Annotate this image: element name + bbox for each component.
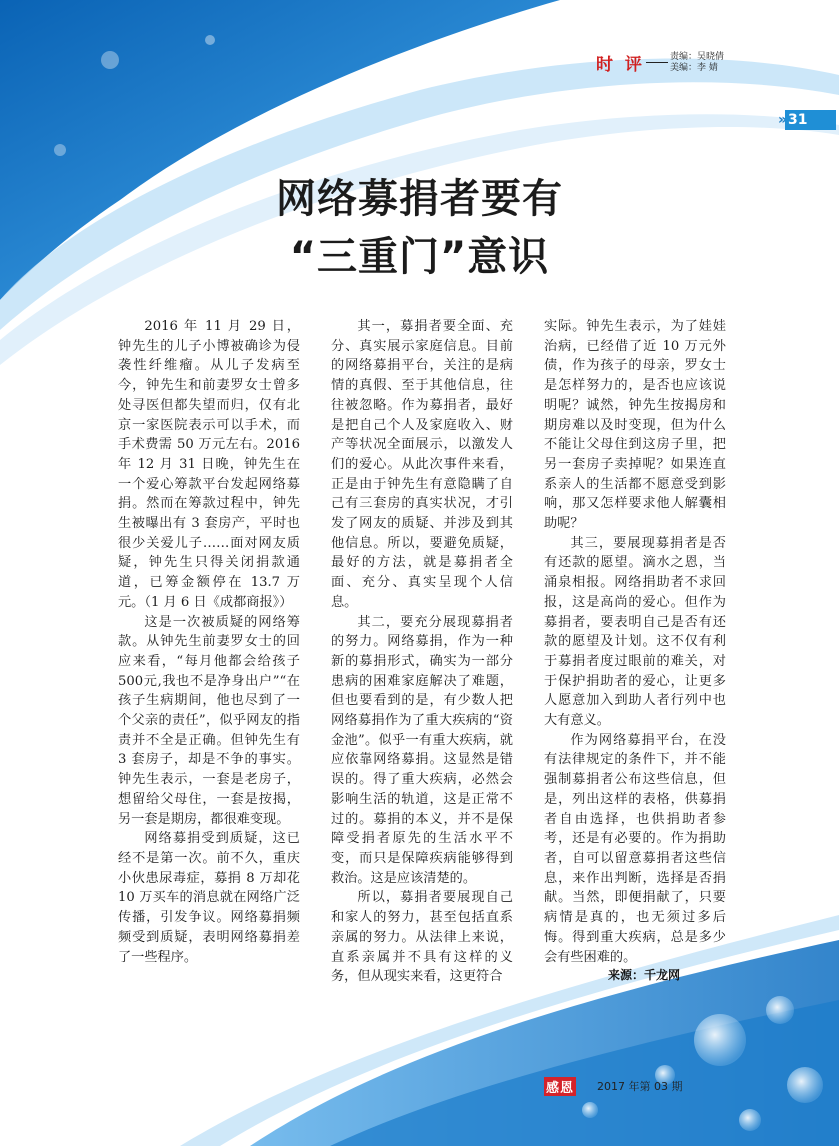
article-source: 来源：千龙网: [608, 968, 681, 982]
editor-credits: [670, 52, 724, 74]
paragraph: 其三，要展现募捐者是否有还款的愿望。滴水之恩，当涌泉相报。网络捐助者不求回报，这是高尚的爱心。但作为募捐者，要表明自己是否有还款的愿望及计划。这不仅有利于募捐者度过眼前的难关，对于保护捐助者的爱心，让更多人愿意加入到助人者行列中也大有意义。: [544, 535, 726, 729]
section-label: 时 评: [596, 55, 645, 75]
paragraph: 这是一次被质疑的网络筹款。从钟先生前妻罗女士的回应来看，“每月他都会给孩子 500元,我也不是净身出户”“在孩子生病期间，他也尽到了一个父亲的责任”，似乎网友的指责并不全是正确。但钟先生有 3 套房子，却是不争的事实。钟先生表示，一套是老房子，想留给父母住，一套是按揭，另一套是期房，都很难变现。: [118, 614, 300, 827]
magazine-logo: 感恩: [544, 1077, 576, 1096]
paragraph: 网络募捐受到质疑，这已经不是第一次。前不久，重庆小伙患尿毒症，募捐 8 万却花 10 万买车的消息就在网络广泛传播，引发争议。网络募捐频频受到质疑，表明网络募捐差了一些程序。: [118, 831, 300, 965]
paragraph: 作为网络募捐平台，在没有法律规定的条件下，并不能强制募捐者公布这些信息，但是，列出这样的表格，供募捐者自由选择，也供捐助者参考，还是有必要的。作为捐助者，自可以留意募捐者这些信息，来作出判断，选择是否捐献。当然，即便捐献了，只要病情是真的，也无须过多后悔。得到重大疾病，总是多少会有些困难的。: [544, 732, 726, 965]
paragraph: 2016 年 11 月 29 日， 钟先生的儿子小博被确诊为侵袭性纤维瘤。从儿子发病至今，钟先生和前妻罗女士曾多处寻医但都失望而归，仅有北京一家医院表示可以手术，而手术费需 50 万元左右。2016 年 12 月 31 日晚，钟先生在一个爱心筹款平台发起网络募捐。然而在筹款过程中，钟先生被曝出有 3 套房产，平时也很少关爱儿子……面对网友质疑，钟先生只得关闭捐款通道，已筹金额停在 13.7 万元。（1 月 6 日《成都商报》）: [118, 319, 300, 610]
designer-line: 美编：李 婧: [670, 63, 718, 73]
paragraph: 所以，募捐者要展现自己和家人的努力，甚至包括直系亲属的努力。从法律上来说，直系亲属并不具有这样的义务，但从现实来看，这更符合: [331, 890, 513, 985]
text-column-2: [331, 317, 513, 987]
article-title: [0, 170, 839, 286]
text-column-1: [118, 317, 300, 967]
page-number-tab: [778, 110, 836, 130]
title-line-1: 网络募捐者要有: [276, 176, 563, 222]
paragraph: 其一，募捐者要全面、充分、真实展示家庭信息。目前的网络募捐平台，关注的是病情的真假、至于其他信息，往往被忽略。作为募捐者，最好是把自己个人及家庭收入、财产等状况全面展示，以激发人们的爱心。从此次事件来看，正是由于钟先生有意隐瞒了自己有三套房的真实状况，才引发了网友的质疑、并涉及到其他信息。所以，要避免质疑，最好的方法，就是募捐者全面、充分、真实呈现个人信息。: [331, 319, 513, 610]
chevron-right-icon: »: [778, 112, 785, 128]
paragraph: 其二，要充分展现募捐者的努力。网络募捐，作为一种新的募捐形式，确实为一部分患病的困难家庭解决了难题，但也要看到的是，有少数人把网络募捐作为了重大疾病的“资金池”。似乎一有重大疾病，就应依靠网络募捐。这显然是错误的。得了重大疾病，必然会影响生活的轨道，这是正常不过的。募捐的本义，并不是保障受捐者原先的生活水平不变，而只是保障疾病能够得到救治。这是应该清楚的。: [331, 614, 513, 886]
page-number: 31: [785, 110, 835, 130]
header-rule: [646, 62, 668, 63]
issue-number: 2017 年第 03 期: [597, 1080, 683, 1093]
title-line-2: “三重门”意识: [289, 234, 550, 280]
editor-line: 责编：吴晓倩: [670, 52, 725, 62]
text-column-3: [544, 317, 726, 967]
paragraph: 实际。钟先生表示，为了娃娃治病，已经借了近 10 万元外债，作为孩子的母亲，罗女士是怎样努力的，是否也应该说明呢？诚然，钟先生按揭房和期房难以及时变现，但为什么不能让父母住到这房子里，把另一套房子卖掉呢？如果连直系亲人的生活都不愿意受到影响，那又怎样要求他人解囊相助呢？: [544, 319, 726, 532]
